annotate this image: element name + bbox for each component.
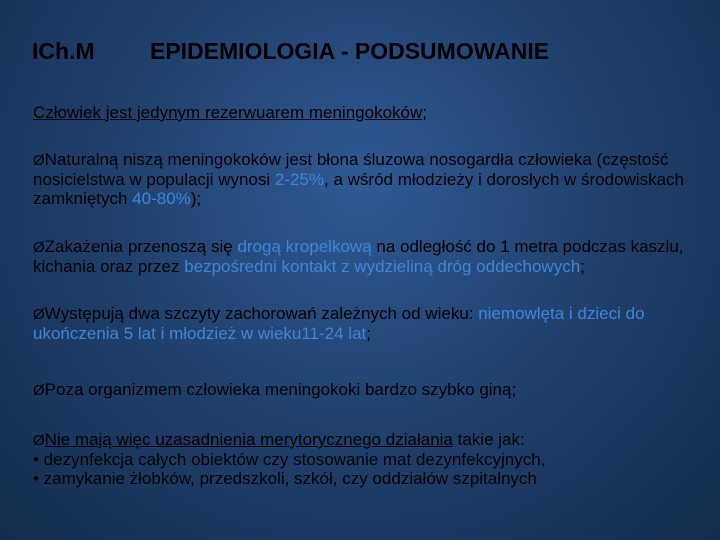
age-peaks-groups: niemowlęta i dzieci do ukończenia 5 lat i młodzież w wieku11-24 lat [33,304,645,343]
measures-text-a: Nie mają więc uzasadnienia merytorycznego działania [44,430,453,449]
transmission-droplet: drogą kropelkową [237,237,372,256]
paragraph-measures [33,430,693,488]
carriage-text-c: ); [190,189,202,208]
transmission-text-a: Zakażenia przenoszą się [44,237,238,256]
list-item: • dezynfekcja całych obiektów czy stosowanie mat dezynfekcyjnych, [33,450,546,469]
carriage-text-a: Naturalną niszą meningokoków jest błona śluzowa nosogardła człowieka (częstość nosicielstwa w populacji wynosi [33,150,669,189]
arrow-right-icon: Ø [33,306,45,323]
paragraph-carriage [33,150,693,208]
paragraph-reservoir [33,103,693,122]
measures-text-b: takie jak: [452,430,525,449]
paragraph-age-peaks [33,304,693,343]
transmission-text-b: na odległość do 1 metra podczas kaszlu, kichania oraz przez [33,237,684,276]
carriage-rate-closed: 40-80% [132,189,191,208]
age-peaks-text-a: Występują dwa szczyty zachorowań zależnych od wieku: [44,304,479,323]
arrow-right-icon: Ø [33,239,45,256]
transmission-contact: bezpośredni kontakt z wydzieliną dróg oddechowych [184,257,581,276]
arrow-right-icon: Ø [33,432,45,449]
reservoir-end: ; [422,103,427,122]
slide-title [32,38,549,65]
arrow-right-icon: Ø [33,152,45,169]
carriage-rate-general: 2-25% [274,170,325,189]
age-peaks-text-c: ; [366,324,371,343]
transmission-text-c: ; [580,257,585,276]
slide-content [33,103,693,488]
title-text: EPIDEMIOLOGIA - PODSUMOWANIE [150,38,550,64]
title-code: ICh.M [32,38,95,64]
arrow-right-icon: Ø [33,382,45,399]
paragraph-survival [33,380,693,400]
survival-text: Poza organizmem człowieka meningokoki bardzo szybko giną; [44,380,517,399]
reservoir-text: Człowiek jest jedynym rezerwuarem meningokoków [33,103,423,122]
carriage-text-b: , a wśród młodzieży i dorosłych w środowiskach zamkniętych [33,170,684,208]
measures-intro [33,430,693,450]
paragraph-transmission [33,237,693,276]
list-item: • zamykanie żłobków, przedszkoli, szkół, czy oddziałów szpitalnych [33,469,537,488]
